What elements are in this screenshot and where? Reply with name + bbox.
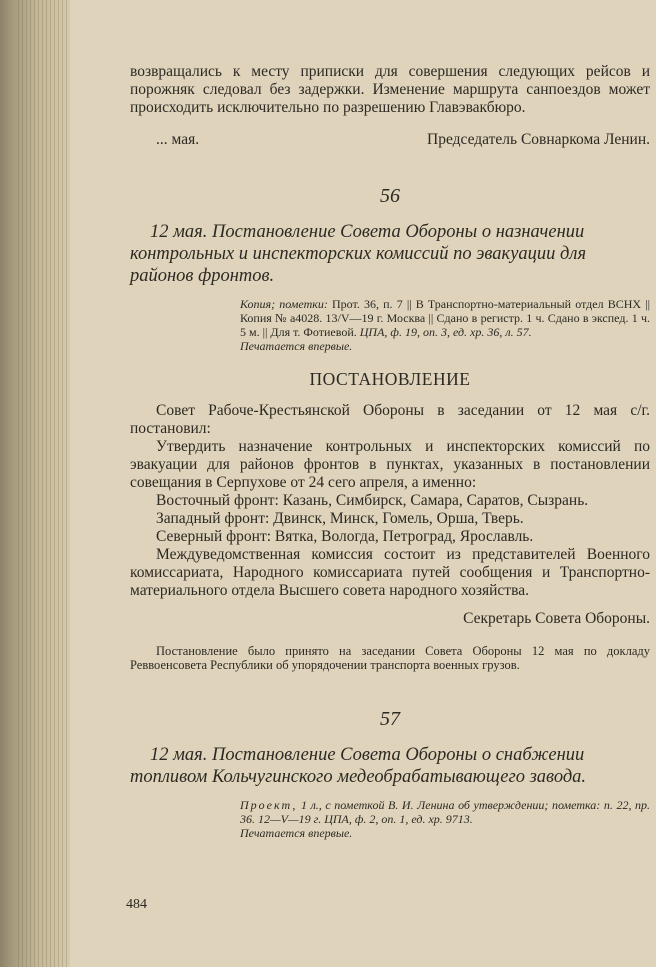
page-edges [18,0,68,967]
doc55-signature-row [130,131,650,149]
doc56-signature: Секретарь Совета Обороны. [463,610,650,627]
doc56-archive: ЦПА, ф. 19, оп. 3, ед. хр. 36, л. 57. [359,325,532,339]
book-page [70,0,656,967]
doc57-number: 57 [380,708,400,730]
doc56-title: 12 мая. Постановление Совета Обороны о назначении контрольных и инспекторских комиссий по эвакуации для районов фронтов. [130,222,587,286]
page-number: 484 [126,897,147,912]
doc56-note: Постановление было принято на заседании Совета Обороны 12 мая по докладу Реввоенсовета Республики об упорядочении транспорта военных грузов. [130,644,650,672]
doc57-meta [240,798,650,840]
doc56-first-print: Печатается впервые. [240,339,353,353]
doc55-signature: Председатель Совнаркома Ленин. [427,131,650,148]
doc56-number: 56 [380,185,400,207]
doc56-meta-text: Прот. 36, п. 7 || В Транспортно-материальный отдел ВСНХ || Копия № а4028. 13/V—19 г. Москва || Сдано в регистр. 1 ч. Сдано в экспед. 1 ч. 5 м. || Для т. Фотиевой. [240,297,651,339]
doc56-paragraph: Междуведомственная комиссия состоит из представителей Военного комиссариата, Народного комиссариата путей сообщения и Транспортно-материального отдела Высшего совета народного хозяйства. [130,546,650,599]
doc57-title: 12 мая. Постановление Совета Обороны о снабжении топливом Кольчугинского медеобрабатывающего завода. [130,745,587,787]
doc56-paragraph: Совет Рабоче-Крестьянской Обороны в заседании от 12 мая с/г. постановил: [130,402,650,437]
doc56-heading: ПОСТАНОВЛЕНИЕ [309,369,471,389]
doc55-paragraph: возвращались к месту приписки для совершения следующих рейсов и порожняк следовал без задержки. Изменение маршрута санпоездов может происходить исключительно по разрешению Главэвакбюро. [130,63,650,116]
doc56-paragraph: Северный фронт: Вятка, Вологда, Петроград, Ярославль. [156,528,534,545]
doc56-paragraph: Утвердить назначение контрольных и инспекторских комиссий по эвакуации для районов фронтов в пунктах, указанных в постановлении совещания в Серпухове от 24 сего апреля, а именно: [130,438,650,491]
doc57-meta-label: Проект, [240,798,298,812]
page-content [130,63,650,840]
doc56-meta [240,297,650,353]
doc56-meta-label: Копия; пометки: [240,297,328,311]
doc55-date: ... мая. [156,131,200,148]
doc57-first-print: Печатается впервые. [240,826,353,840]
doc56-paragraph: Западный фронт: Двинск, Минск, Гомель, Орша, Тверь. [156,510,524,527]
doc56-paragraph: Восточный фронт: Казань, Симбирск, Самара, Саратов, Сызрань. [156,492,589,509]
doc57-meta-text: 1 л., с пометкой В. И. Ленина об утверждении; пометка: п. 22, пр. 36. 12—V—19 г. ЦПА, ф. 2, оп. 1, ед. хр. 9713. [240,798,651,826]
